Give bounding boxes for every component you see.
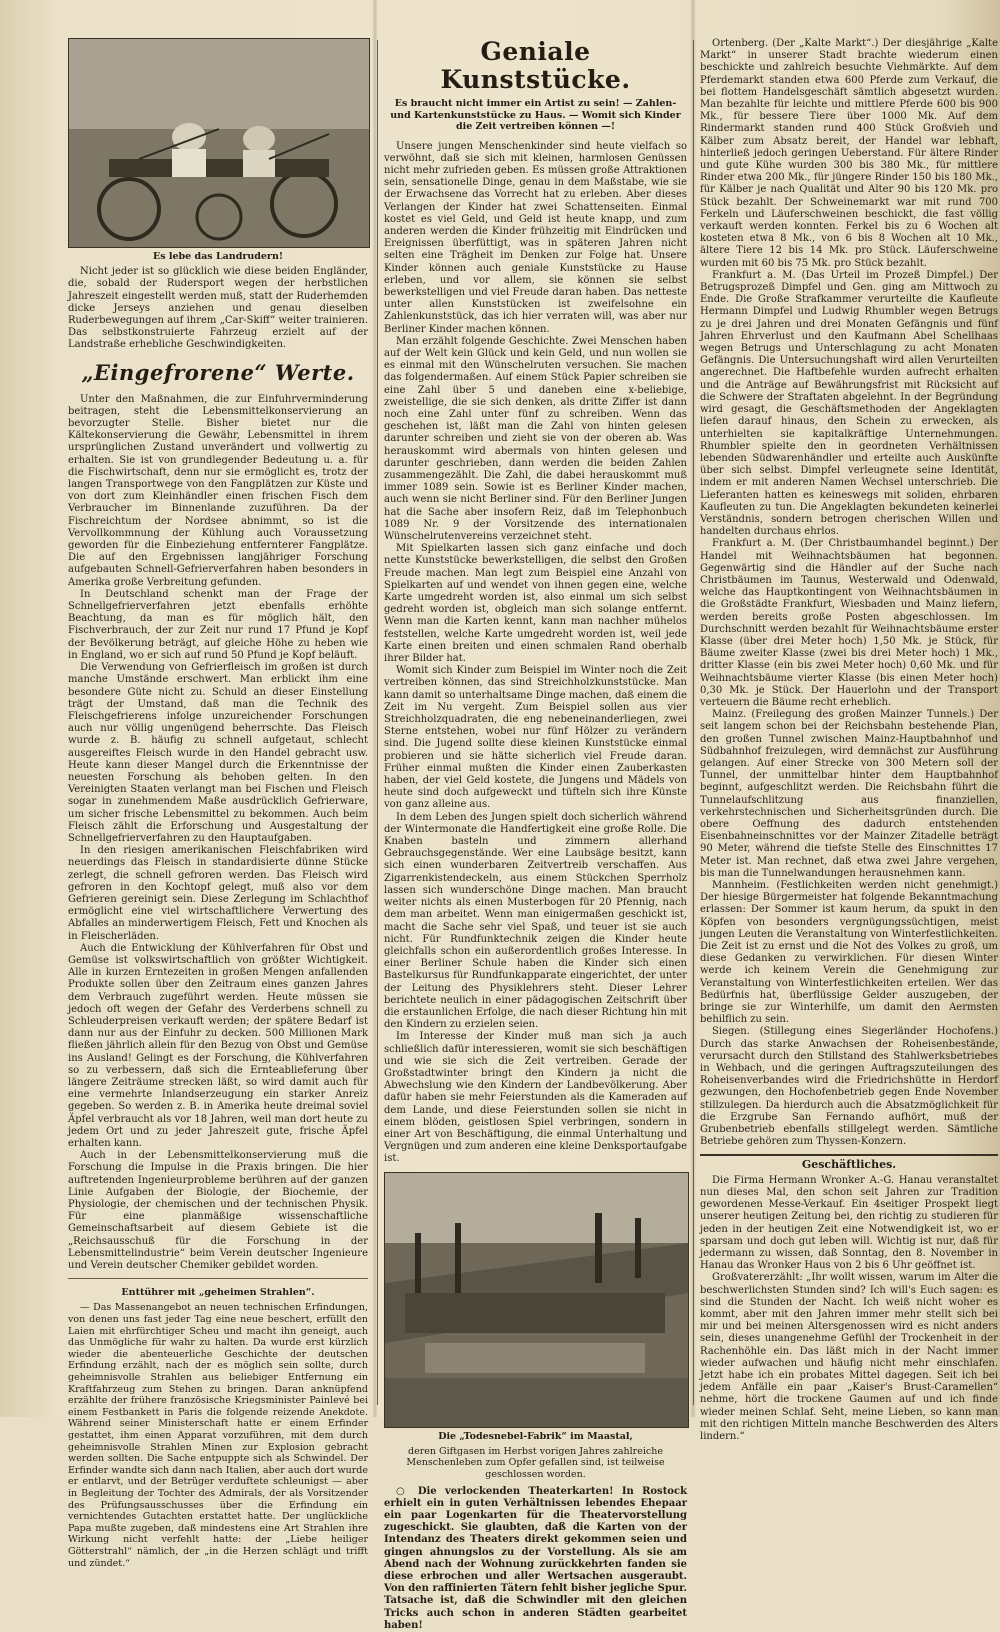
factory-photo xyxy=(384,1172,689,1428)
photo-text: deren Giftgasen im Herbst vorigen Jahres zahlreiche Menschenleben zum Opfer gefallen sind, ist teilweise geschlossen worden. xyxy=(406,1445,665,1480)
article-paragraph: Im Interesse der Kinder muß man sich ja auch schließlich dafür interessieren, womit sie sich beschäftigen und wie sie sich die Zeit vertreiben. Gerade der Großstadtwinter bringt den Kindern ja nicht die Abwechslung wie den Kindern der Landbevölkerung. Aber dafür haben sie mehr Feierstunden als die Kameraden auf dem Lande, und diese Feierstunden sollen sie nicht in einem blöden, geistlosen Spiel verbringen, sondern in einer Art von Beschäftigung, die einmal Unterhaltung und Vergnügen und zum anderen eine kleine Denksportaufgabe ist. xyxy=(384,1031,687,1165)
column-middle xyxy=(384,37,687,1631)
land-rowing-illustration xyxy=(69,39,369,247)
main-subheadline: Es braucht nicht immer ein Artist zu sein! — Zahlen- und Kartenkunststücke zu Haus. — Womit sich Kinder die Zeit vertreiben können —! xyxy=(390,98,681,132)
article-paragraph: Die Verwendung von Gefrierfleisch im großen ist durch manche Umstände erschwert. Man erblickt ihm eine besondere Güte nicht zu. Schuld an dieser Einstellung trägt der Umstand, daß man die Technik des Fleischgefrierens infolge unzureichender Forschungen auch nur völlig ungenügend beherrschte. Das Fleisch wurde z. B. häufig zu schnell aufgetaut, schlecht ausgereiftes Fleisch wurde in den Handel gebracht usw. Heute kann dieser Mangel durch die Erkenntnisse der neuesten Forschung als behoben gelten. In den Vereinigten Staaten verlangt man bei Fischen und Fleisch sogar in zunehmendem Maße ausdrücklich Gefrierware, um sicher frische Lebensmittel zu bekommen. Auch beim Fleisch zählt die Erforschung und Ausgestaltung der Schnellgefrierverfahren zu den Hauptaufgaben. xyxy=(68,662,368,844)
section-headline: Geschäftliches. xyxy=(700,1154,998,1171)
small-article-headline: Enttührer mit „geheimen Strahlen“. xyxy=(121,1287,315,1299)
land-rowing-photo xyxy=(68,38,370,248)
news-item: Ortenberg. (Der „Kalte Markt“.) Der diesjährige „Kalte Markt“ in unserer Stadt brachte wiederum einen beschickte und zahlreich besuchte Viehmärkte. Auf dem Pferdemarkt standen etwa 600 Pferde zum Verkauf, die bei flottem Handelsgeschäft sämtlich abgesetzt wurden. Man bezahlte für leichte und mittlere Pferde 600 bis 900 Mk., für bessere Tiere über 1000 Mk. Auf dem Rindermarkt standen rund 400 Stück Großvieh und Kälber zum Absatz bereit, der Handel war lebhaft, hinterließ jedoch geringen Ueberstand. Für ältere Rinder und gute Kühe wurden 300 bis 380 Mk., für mittlere Rinder etwa 200 Mk., für jüngere Rinder 150 bis 180 Mk., für Kälber je nach Qualität und Alter 90 bis 120 Mk. pro Stück bezahlt. Der Schweinemarkt war mit rund 700 Ferkeln und Läuferschweinen beschickt, die fast völlig verkauft werden konnten. Ferkel bis zu 6 Wochen alt kosteten etwa 8 Mk., von 6 bis 8 Wochen alt 10 Mk., ältere Tiere 12 bis 14 Mk. pro Stück. Läuferschweine wurden mit 60 bis 75 Mk. pro Stück bezahlt. xyxy=(700,38,998,269)
article-paragraph: In dem Leben des Jungen spielt doch sicherlich während der Wintermonate die Handfertigkeit eine große Rolle. Die Knaben basteln und zimmern allerhand Gebrauchsgegenstände. Wer eine Laubsäge besitzt, kann sich einen wunderbaren Zeitvertreib verschaffen. Aus Zigarrenkistendeckeln, aus einem Stückchen Sperrholz lassen sich wunderschöne Dinge machen. Man braucht weiter nichts als einen Musterbogen für 20 Pfennig, nach dem man arbeitet. Wenn man einigermaßen geschickt ist, macht die Sache sehr viel Spaß, und teuer ist sie auch nicht. Für Rundfunktechnik zeigen die Kinder heute gleichfalls schon ein außerordentlich großes Interesse. In einer Berliner Schule haben die Kinder sich einen Bastelkursus für Rundfunkapparate eingerichtet, der unter der Leitung des Physiklehrers steht. Dieser Lehrer berichtete neulich in einer pädagogischen Zeitschrift über die erstaunlichen Erfolge, die nach dieser Richtung hin mit den Kindern zu erzielen seien. xyxy=(384,811,687,1031)
photo-caption: Es lebe das Landrudern! xyxy=(152,251,284,262)
column-right xyxy=(700,38,998,1442)
article-paragraph: Unsere jungen Menschenkinder sind heute vielfach so verwöhnt, daß sie sich mit kleinen, harmlosen Genüssen nicht mehr zufrieden geben. Es müssen große Attraktionen sein, sensationelle Dinge, genau in dem Maßstabe, wie sie der Erwachsene das Vorrecht hat zu erleben. Aber dieses Verlangen der Kinder hat zwei Schattenseiten. Einmal kostet es viel Geld, und Geld ist heute knapp, und zum anderen werden die Kinder frühzeitig mit Eindrücken und Ereignissen überfüttigt, was in späteren Jahren nicht selten eine Trägheit im Denken zur Folge hat. Unsere Kinder können auch geniale Kunststücke zu Hause erleben, und vor allem, sie können sie selbst bewerkstelligen und viel Freude daran haben. Das netteste unter allen Kunststücken ist zweifelsohne ein Zahlenkunststück, das ich hier verraten will, was aber nur Berliner Kinder machen können. xyxy=(384,140,687,335)
photo-text: Nicht jeder ist so glücklich wie diese beiden Engländer, die, sobald der Rudersport wegen der herbstlichen Jahreszeit eingestellt werden muß, statt der Ruderhemden dicke Jerseys anziehen und genau dieselben Ruderbewegungen auf ihrem „Car-Skiff“ weiter trainieren. Das selbstkonstruierte Fahrzeug erzielt auf der Landstraße erhebliche Geschwindigkeiten. xyxy=(68,266,368,351)
factory-illustration xyxy=(385,1173,688,1427)
news-item: Siegen. (Stillegung eines Siegerländer Hochofens.) Durch das starke Anwachsen der Roheisenbestände, verursacht durch den Stillstand des Stahlwerksbetriebes in Wehbach, und die geringen Auftragszuteilungen des Roheisenverbandes wird die Friedrichshütte in Herdorf gezwungen, den Hochofenbetrieb gegen Ende November stillzulegen. Da hierdurch auch die Absatzmöglichkeit für die Erzgrube San Fernando aufhört, muß der Grubenbetrieb ebenfalls stillgelegt werden. Sämtliche Betriebe gehören zum Thyssen-Konzern. xyxy=(700,1026,998,1148)
divider xyxy=(68,1278,368,1279)
article-paragraph: Man erzählt folgende Geschichte. Zwei Menschen haben auf der Welt kein Glück und kein Geld, und nun wollen sie es einmal mit den Wünschelruten versuchen. Sie machen das folgendermaßen. Auf einem Stück Papier schreiben sie eine Zahl über 5 und daneben eine x-beliebige, zweistellige, die sie sich denken, als dritte Ziffer ist dann noch eine Zahl unter fünf zu schreiben. Wenn das geschehen ist, läßt man die Zahl von hinten gelesen darunter schreiben und zieht sie von der oberen ab. Was herauskommt wird abermals von hinten gelesen und darunter geschrieben, dann werden die beiden Zahlen zusammengezählt. Die Zahl, die dabei herauskommt muß immer 1089 sein. Sowie ist es Berliner Kinder machen, auch wenn sie nicht Berliner sind. Für den Berliner Jungen hat die Sache aber insofern Reiz, daß im Telephonbuch 1089 Nr. 9 der Vorsitzende des internationalen Wünschelrutenvereins verzeichnet steht. xyxy=(384,335,687,542)
main-headline: Geniale Kunststücke. xyxy=(440,37,631,94)
article-paragraph: Mit Spielkarten lassen sich ganz einfache und doch nette Kunststücke bewerkstelligen, die selbst den Großen Freude machen. Man legt zum Beispiel eine Anzahl von Spielkarten auf und wendet von ihnen gegen eine, welche Karte umgedreht worden ist, also einmal um sich selbst gedreht worden ist, obgleich man sich solange entfernt. Wenn man die Karten kennt, kann man nachher mühelos feststellen, welche Karte umgedreht worden ist, weil jede Karte einen breiten und einen schmalen Rand oberhalb ihrer Bilder hat. xyxy=(384,543,687,665)
news-item: Mannheim. (Festlichkeiten werden nicht genehmigt.) Der hiesige Bürgermeister hat folgende Bekanntmachung erlassen: Der Sommer ist kaum herum, da spukt in den Köpfen von besonders vergnügungssüchtigen, meist jungen Leuten die Veranstaltung von Winterfestlichkeiten. Die Zeit ist zu ernst und die Not des Volkes zu groß, um diese Gedanken zu verwirklichen. Für diesen Winter werde ich keinem Verein die Genehmigung zur Veranstaltung von Winterfestlichkeiten erteilen. Wer das Bedürfnis hat, überflüssige Gelder auszugeben, der bringe sie zur Winterhilfe, um damit den Aermsten behilflich zu sein. xyxy=(700,880,998,1026)
news-item: Frankfurt a. M. (Das Urteil im Prozeß Dimpfel.) Der Betrugsprozeß Dimpfel und Gen. ging am Mittwoch zu Ende. Die Große Strafkammer verurteilte die Kaufleute Hermann Dimpfel und Ludwig Rhumbler wegen Betrugs zu je drei Jahren und drei Monaten Gefängnis und fünf Jahren Ehrverlust und den Kaufmann Abel Schellhaas wegen Betrugs und Unterschlagung zu acht Monaten Gefängnis. Die Untersuchungshaft wird allen Verurteilten angerechnet. Die Haftbefehle wurden aufrecht erhalten und die Anträge auf Bewährungsfrist mit Rücksicht auf die Schwere der Straftaten abgelehnt. In der Begründung wird gesagt, die Geschäftsmethoden der Angeklagten liefen darauf hinaus, den Schein zu erwecken, als unterhielten sie kapitalkräftige Unternehmungen. Rhumbler spielte den in geordneten Verhältnissen lebenden Südwarenhändler und erteilte auch Auskünfte über sich selbst. Dimpfel verleugnete seine Identität, indem er mit anderen Namen Wechsel unterschrieb. Die Lieferanten hatten es keineswegs mit soliden, ehrbaren Kaufleuten zu tun. Die Angeklagten bekundeten keinerlei Verständnis, sondern betrogen cherischen Willen und handelten durchaus ehrlos. xyxy=(700,269,998,538)
article-paragraph: Auch die Entwicklung der Kühlverfahren für Obst und Gemüse ist volkswirtschaftlich von größter Wichtigkeit. Alle in kurzen Erntezeiten in großen Mengen anfallenden Produkte sollen über den Zeitraum eines ganzen Jahres dem Verbrauch zugeführt werden. Heute müssen sie jedoch oft wegen der Gefahr des Verderbens schnell zu Schleuderpreisen verkauft werden; der spätere Bedarf ist dann nur aus der Einfuhr zu decken. 500 Millionen Mark fließen jährlich allein für den Bezug von Obst und Gemüse ins Ausland! Gelingt es der Forschung, die Kühlverfahren so zu verbessern, daß sich die Ernteablieferung über längere Zeiträume strecken läßt, so wird damit auch für eine vermehrte Inlandserzeugung ein starker Anreiz gegeben. So werden z. B. in Amerika heute dreimal soviel Äpfel verbraucht als vor 18 Jahren, weil man dort heute zu jedem Ort und zu jeder Jahreszeit gute, frische Äpfel erhalten kann. xyxy=(68,942,368,1150)
article-paragraph: In Deutschland schenkt man der Frage der Schnellgefrierverfahren jetzt ebenfalls erhöhte Beachtung, da man es für möglich hält, den Fischverbrauch, der zur Zeit nur rund 17 Pfund je Kopf der Bevölkerung beträgt, auf gleiche Höhe zu heben wie in England, wo er sich auf rund 50 Pfund je Kopf beläuft. xyxy=(68,588,368,661)
column-rule xyxy=(693,40,694,1405)
article-paragraph: In den riesigen amerikanischen Fleischfabriken wird neuerdings das Fleisch in standardisierte dünne Stücke zerlegt, die schnell gefroren werden. Das Fleisch wird gefroren in den Kochtopf gelegt, muß also vor dem Gefrieren gereinigt sein. Diese Zerlegung im Schlachthof ermöglicht eine viel wirtschaftlichere Verwertung des Abfalles an minderwertigem Fleisch, Fett und Knochen als in Fleischerläden. xyxy=(68,845,368,942)
article-paragraph: Unter den Maßnahmen, die zur Einfuhrverminderung beitragen, steht die Lebensmittelkonservierung an bevorzugter Stelle. Bisher bietet nur die Kältekonservierung die Gewähr, Lebensmittel in ihrem ursprünglichen Zustand unverändert und vollwertig zu erhalten. Sie ist von grundlegender Bedeutung u. a. für die Fischwirtschaft, denn nur sie ermöglicht es, trotz der langen Transportwege von den Fangplätzen zur Küste und von dort zum Kleinhändler einen frischen Fisch dem Verbraucher im Binnenlande zuzuführen. Da der Fischreichtum der Nordsee abnimmt, so ist die Vervollkommnung der Kühlung auch Voraussetzung geworden für die Einbeziehung entfernterer Fangplätze. Die auf den Ergebnissen langjähriger Forschung aufgebauten Schnell-Gefrierverfahren haben besonders in Amerika große Verbreitung gefunden. xyxy=(68,393,368,588)
column-left xyxy=(68,38,368,1569)
small-article-text: — Das Massenangebot an neuen technischen Erfindungen, von denen uns fast jeder Tag eine neue beschert, erfüllt den Laien mit ehrfürchtiger Scheu und macht ihn geneigt, auch das Unmögliche für wahr zu halten. Da wurde erst kürzlich wieder die abenteuerliche Geschichte der deutschen Erfindung erzählt, nach der es möglich sein sollte, durch geheimnisvolle Strahlen aus beliebiger Entfernung ein Kraftfahrzeug zum Stehen zu bringen. Daran anknüpfend erzählte der frühere französische Kriegsminister Painlevé bei einem Festbankett in Paris die folgende reizende Anekdote. Während seiner Ministerschaft hatte er einem Erfinder gestattet, ihm einen Apparat vorzuführen, mit dem durch geheimnisvolle Strahlen Minen zur Explosion gebracht werden sollten. Die Sache entpuppte sich als Schwindel. Der Erfinder wandte sich dann nach Italien, aber auch dort wurde er entlarvt, und der Betrüger verduftete schleunigst — aber in Begleitung der Tochter des Admirals, der als Vorsitzender des Prüfungsausschusses über die Erfindung ein vernichtendes Gutachten erstattet hatte. Der unglückliche Papa mußte zugeben, daß mindestens eine Art Strahlen ihre Wirkung nicht verfehlt hatte: der „Liebe heiliger Götterstrahl“ nämlich, der „in die Herzen schlägt und trifft und zündet.“ xyxy=(68,1302,368,1569)
news-item: Frankfurt a. M. (Der Christbaumhandel beginnt.) Der Handel mit Weihnachtsbäumen hat begonnen. Gegenwärtig sind die Händler auf der Suche nach Christbäumen im Taunus, Westerwald und Odenwald, welche das Hauptkontingent von Weihnachtsbäumen in die Großstädte Frankfurt, Wiesbaden und Mainz liefern, werden bereits große Posten abgeschlossen. Im Durchschnitt werden bezahlt für Weihnachtsbäume erster Klasse (über drei Meter hoch) 1,50 Mk. je Stück, für Bäume zweiter Klasse (zwei bis drei Meter hoch) 1 Mk., dritter Klasse (ein bis zwei Meter hoch) 0,60 Mk. und für Weihnachtsbäume vierter Klasse (bis einen Meter hoch) 0,30 Mk. je Stück. Der Hauerlohn und der Transport verteuern die Bäume recht erheblich. xyxy=(700,538,998,708)
article-paragraph: Womit sich Kinder zum Beispiel im Winter noch die Zeit vertreiben können, das sind Streichholzkunststücke. Man kann damit so unterhaltsame Dinge machen, daß einem die Zeit im Nu vergeht. Zum Beispiel sollen aus vier Streichholzquadraten, die eng nebeneinanderliegen, zwei Sterne entstehen, wobei nur fünf Hölzer zu verändern sind. Die Jugend sollte diese kleinen Kunststücke einmal probieren und sie hätte sicherlich viel Freude daran. Früher einmal mußten die Kinder einen Zauberkasten haben, der viel Geld kostete, die Jungens und Mädels von heute sind doch aufgeweckt und tüfteln sich ihre Künste von ganz alleine aus. xyxy=(384,665,687,811)
article-headline: „Eingefrorene“ Werte. xyxy=(81,359,355,385)
notice-text: ○ Die verlockenden Theaterkarten! In Rostock erhielt ein in guten Verhältnissen lebendes Ehepaar ein paar Logenkarten für die Theatervorstellung zugeschickt. Sie glaubten, daß die Karten von der Intendanz des Theaters direkt gekommen seien und gingen ahnungslos zu der Vorstellung. Als sie am Abend nach der Wohnung zurückkehrten fanden sie diese erbrochen und aller Wertsachen ausgeraubt. Von den raffinierten Tätern fehlt bisher jegliche Spur. Tatsache ist, daß die Schwindler mit den gleichen Tricks auch schon in anderen Städten gearbeitet haben! xyxy=(384,1485,687,1631)
business-text: Die Firma Hermann Wronker A.-G. Hanau veranstaltet nun dieses Mal, den schon seit Jahren zur Tradition gewordenen Messe-Verkauf. Ein 4seitiger Prospekt liegt unserer heutigen Zeitung bei, den richtig zu studieren für jeden in der heutigen Zeit eine Notwendigkeit ist, wo er sparsam und doch gut leben will. Wichtig ist nur, daß für jedermann zu wissen, daß Sonntag, den 8. November in Hanau das Wronker Haus von 2 bis 6 Uhr geöffnet ist. xyxy=(700,1174,998,1272)
article-paragraph: Auch in der Lebensmittelkonservierung muß die Forschung die Impulse in die Praxis bringen. Die hier auftretenden Ingenieurprobleme berühren auf der ganzen Linie Aufgaben der Biologie, der Biochemie, der Physiologie, der chemischen und der technischen Physik. Für eine planmäßige wissenschaftliche Gemeinschaftsarbeit auf diesem Gebiete ist die „Reichsausschuß für die Forschung in der Lebensmittelindustrie“ beim Verein deutscher Ingenieure und Verein deutscher Chemiker gebildet worden. xyxy=(68,1150,368,1272)
photo-caption: Die „Todesnebel-Fabrik“ im Maastal, xyxy=(438,1430,633,1442)
news-item: Mainz. (Freilegung des großen Mainzer Tunnels.) Der seit langem schon bei der Reichsbahn bestehende Plan, den großen Tunnel zwischen Mainz-Hauptbahnhof und Südbahnhof freizulegen, wird demnächst zur Ausführung gelangen. Auf einer Strecke von 300 Metern soll der Tunnel, der unmittelbar hinter dem Hauptbahnhof beginnt, aufgeschlitzt werden. Die Reichsbahn führt die Tunnelaufschlitzung aus finanziellen, verkehrstechnischen und Sicherheitsgründen durch. Die obere Oeffnung des dadurch entstehenden Eisenbahneinschnittes vor der Mainzer Zitadelle beträgt 90 Meter, während die tiefste Stelle des Einschnittes 17 Meter ist. Man rechnet, daß etwa zwei Jahre vergehen, bis man die Tunnelwandungen herausnehmen kann. xyxy=(700,709,998,879)
closing-text: Großvatererzählt: „Ihr wollt wissen, warum im Alter die beschwerlichsten Stunden sind? Ich will's Euch sagen: es sind die Stunden der Nacht. Ich weiß nicht woher es kommt, aber mit den Jahren immer mehr stellt sich bei mir und bei meinen Altersgenossen wird es nicht anders sein, dieses unangenehme Gefühl der Trockenheit in der Rachenhöhle ein. Das läßt mich in der Nacht immer wieder aufwachen und häufig nicht mehr einschlafen. Jetzt habe ich ein probates Mittel dagegen. Seit ich bei jedem Anfälle ein paar „Kaiser's Brust-Caramellen“ nehme, hört die trockene Gaumen auf und ich finde wieder meinen Schlaf. Seht, meine Lieben, so kann man mit den richtigen Mitteln manche Beschwerden des Alters lindern.“ xyxy=(700,1272,998,1442)
column-rule xyxy=(377,40,378,1405)
